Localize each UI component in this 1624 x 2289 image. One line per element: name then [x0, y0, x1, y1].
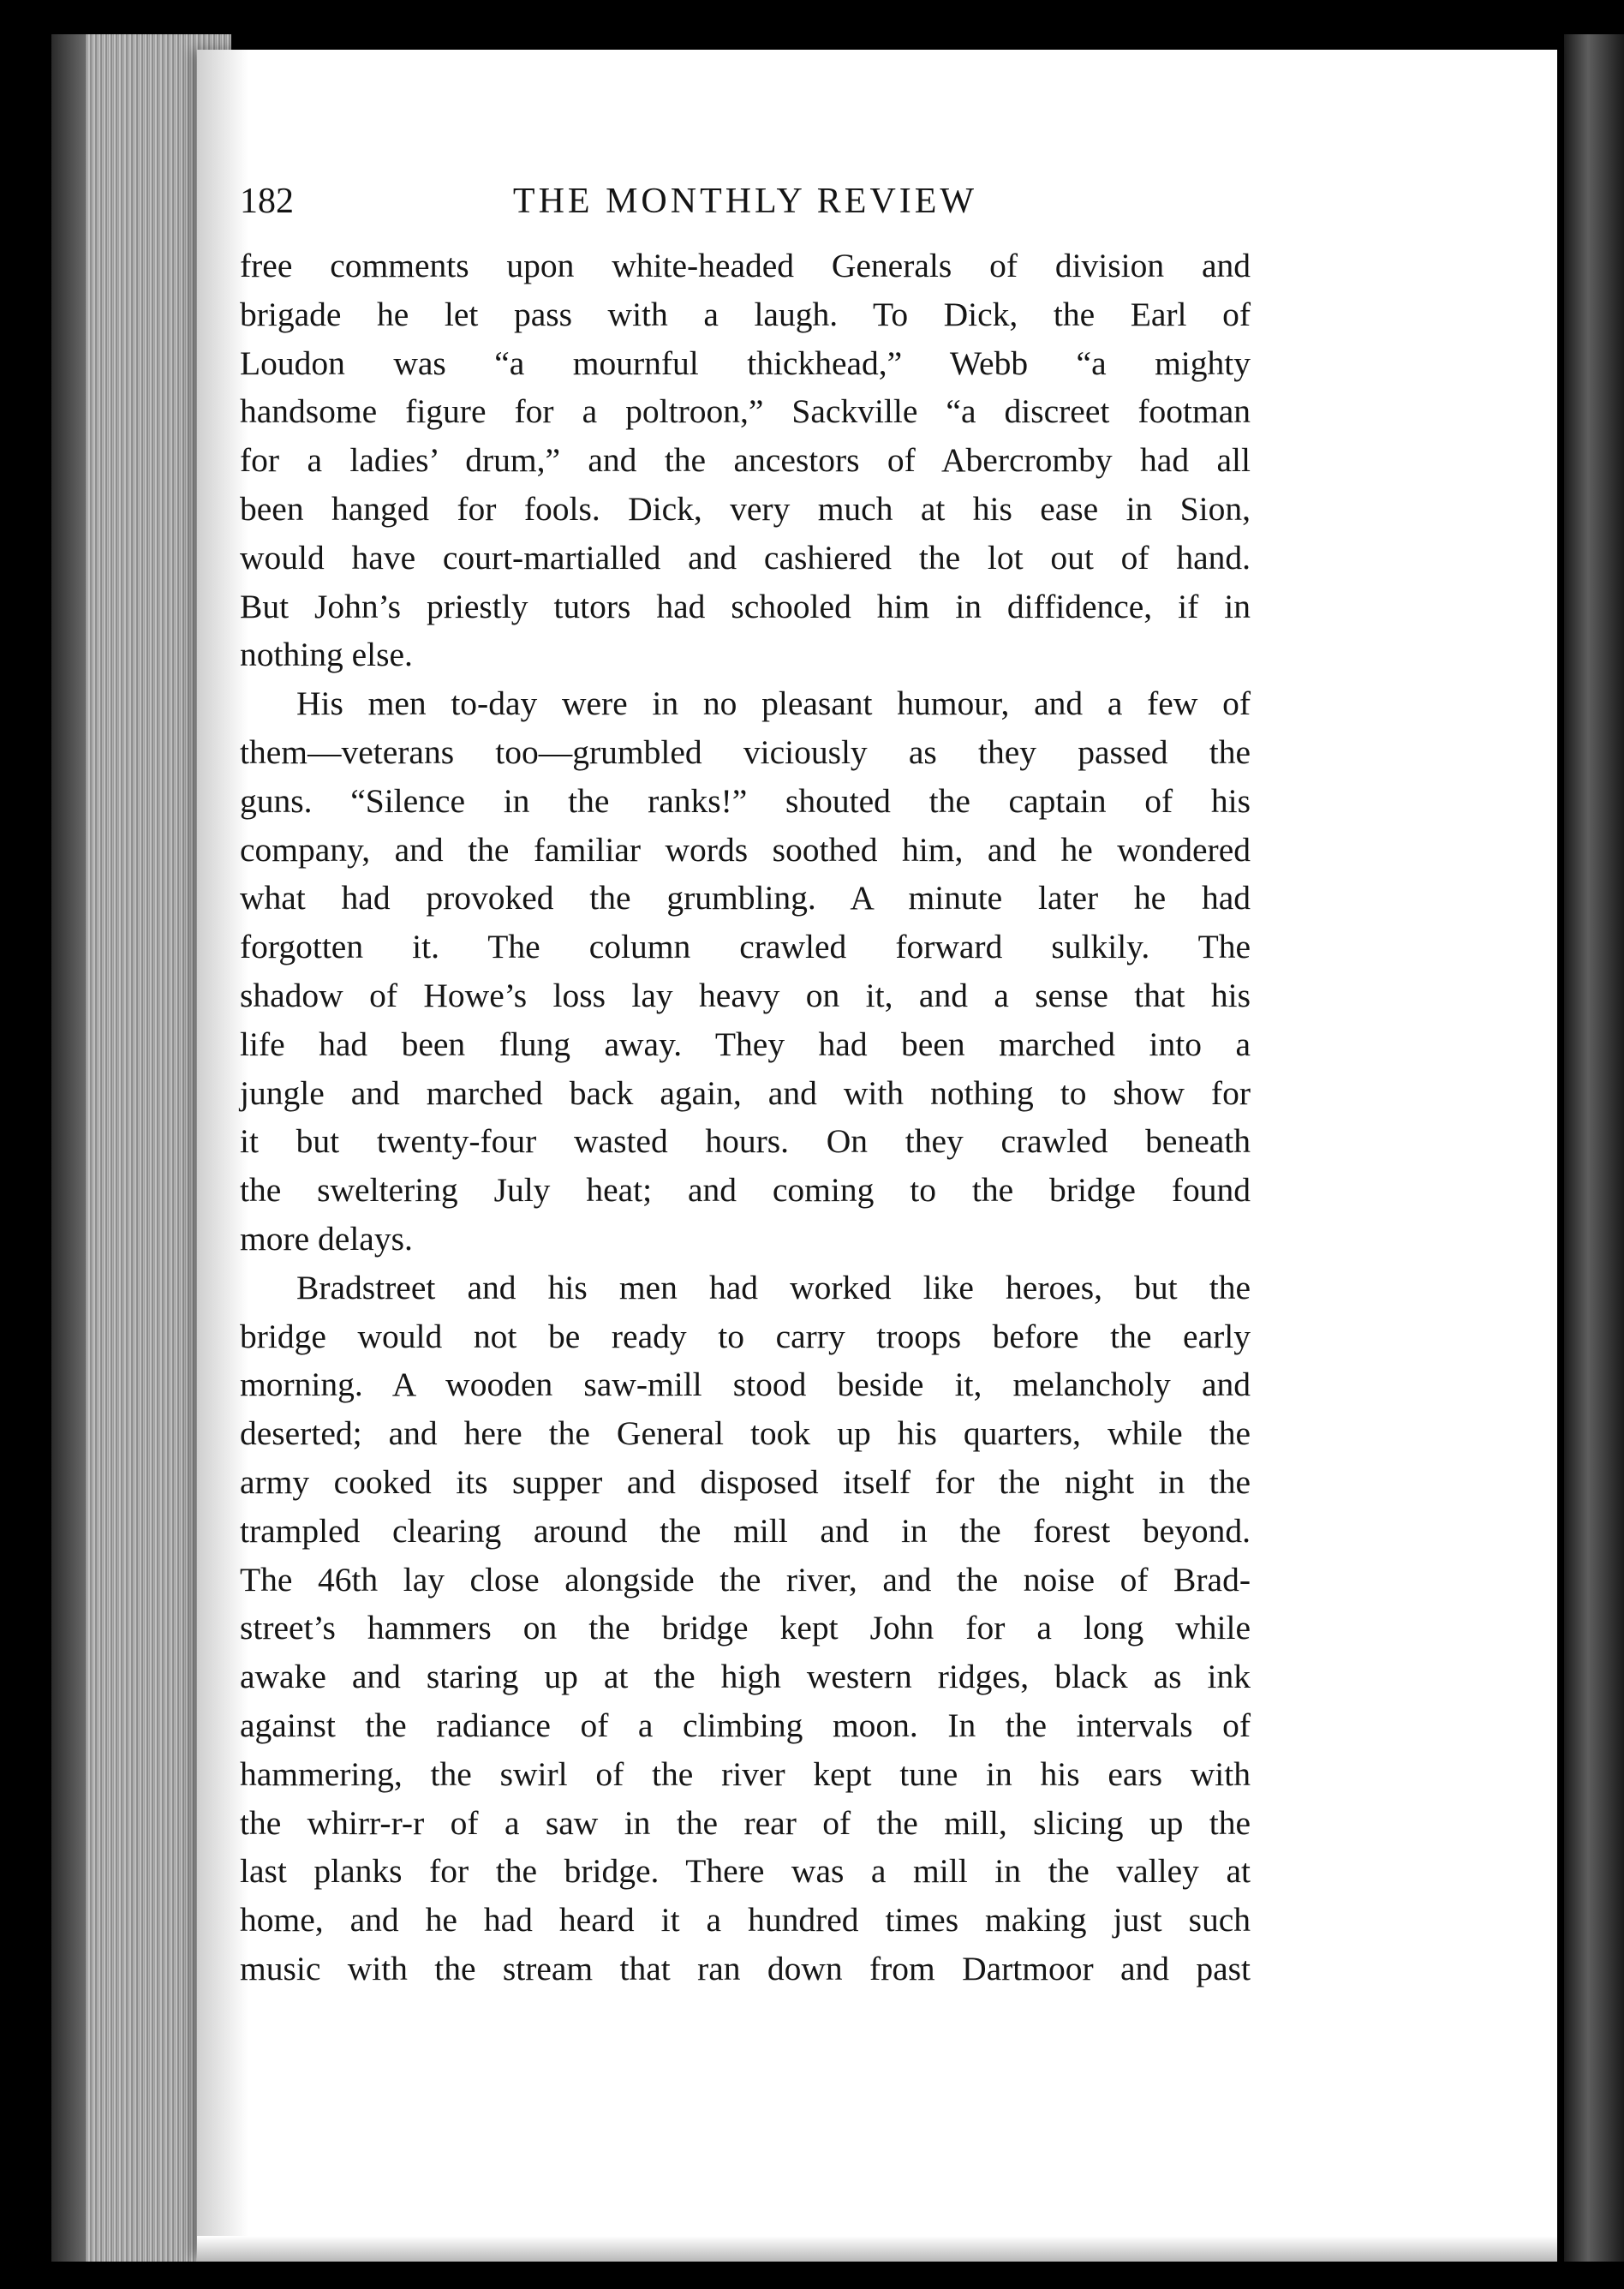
text-line: awake and staring up at the high western ridges, black as ink	[240, 1658, 1251, 1696]
text-line: jungle and marched back again, and with nothing to show for	[240, 1073, 1251, 1112]
text-line: morning. A wooden saw-mill stood beside it, melancholy and	[240, 1366, 1251, 1404]
text-line: home, and he had heard it a hundred times making just such	[240, 1901, 1251, 1939]
text-line: trampled clearing around the mill and in the forest beyond.	[240, 1511, 1251, 1550]
text-line: the whirr-r-r of a saw in the rear of the mill, slicing up the	[240, 1803, 1251, 1842]
text-line: guns. “Silence in the ranks!” shouted the captain of his	[240, 781, 1251, 820]
text-line: been hanged for fools. Dick, very much at his ease in Sion,	[240, 489, 1251, 528]
text-line: the sweltering July heat; and coming to the bridge found	[240, 1171, 1251, 1210]
text-line: what had provoked the grumbling. A minute later he had	[240, 879, 1251, 917]
text-line: But John’s priestly tutors had schooled him in diffidence, if in	[240, 587, 1251, 625]
text-line: forgotten it. The column crawled forward sulkily. The	[240, 928, 1251, 966]
text-line: for a ladies’ drum,” and the ancestors of Abercromby had all	[240, 441, 1251, 480]
running-title: THE MONTHLY REVIEW	[512, 182, 978, 221]
text-line: The 46th lay close alongside the river, and the noise of Brad-	[240, 1560, 1251, 1599]
text-line: would have court-martialled and cashiered the lot out of hand.	[240, 538, 1251, 577]
text-line: Loudon was “a mournful thickhead,” Webb “a mighty	[240, 344, 1251, 382]
page-bottom-edge	[197, 2236, 1557, 2262]
text-line: handsome figure for a poltroon,” Sackville “a discreet footman	[240, 392, 1251, 431]
text-line: deserted; and here the General took up his quarters, while the	[240, 1414, 1251, 1453]
text-line: street’s hammers on the bridge kept John for a long while	[240, 1609, 1251, 1647]
text-line: nothing else.	[240, 636, 413, 674]
text-line: them—veterans too—grumbled viciously as they passed the	[240, 732, 1251, 771]
text-line: free comments upon white-headed Generals of division and	[240, 247, 1251, 284]
text-line: company, and the familiar words soothed him, and he wondered	[240, 830, 1251, 869]
text-line: Bradstreet and his men had worked like heroes, but the	[296, 1268, 1251, 1306]
text-line: bridge would not be ready to carry troops before the early	[240, 1317, 1251, 1355]
page-number: 182	[240, 182, 294, 221]
paragraph	[240, 679, 1251, 1264]
body-text	[240, 242, 1251, 1993]
paragraph	[240, 1264, 1251, 1993]
right-book-edge	[1564, 34, 1624, 2262]
book-page-block-shadow	[51, 34, 86, 2262]
text-line: brigade he let pass with a laugh. To Dick, the Earl of	[240, 295, 1251, 333]
text-line: against the radiance of a climbing moon. In the intervals of	[240, 1706, 1251, 1744]
text-line: army cooked its supper and disposed itself for the night in the	[240, 1462, 1251, 1501]
text-line: shadow of Howe’s loss lay heavy on it, and a sense that his	[240, 976, 1251, 1014]
page-header	[240, 171, 1251, 231]
text-line: His men to-day were in no pleasant humour, and a few of	[296, 684, 1251, 723]
text-line: hammering, the swirl of the river kept tune in his ears with	[240, 1754, 1251, 1793]
text-line: life had been flung away. They had been marched into a	[240, 1025, 1251, 1063]
text-line: more delays.	[240, 1219, 413, 1258]
paragraph	[240, 242, 1251, 679]
text-line: last planks for the bridge. There was a mill in the valley at	[240, 1852, 1251, 1891]
text-line: it but twenty-four wasted hours. On they crawled beneath	[240, 1122, 1251, 1161]
text-line: music with the stream that ran down from Dartmoor and past	[240, 1949, 1251, 1987]
